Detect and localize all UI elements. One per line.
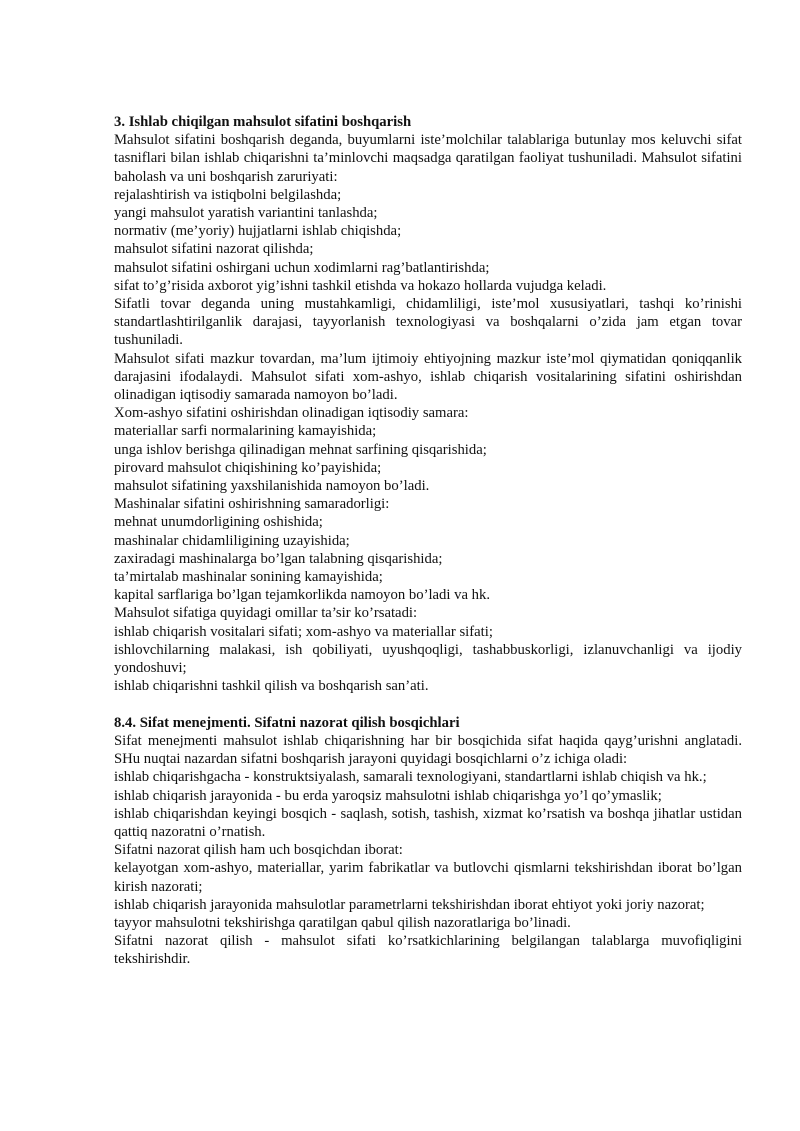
paragraph: ishlab chiqarishni tashkil qilish va boshqarish san’ati. (114, 678, 429, 695)
paragraph: ishlab chiqarish jarayonida mahsulotlar parametrlarni tekshirishdan iborat ehtiyot yoki joriy nazorat; (114, 896, 705, 913)
section-spacer (114, 696, 742, 714)
paragraph: Sifatni nazorat qilish ham uch bosqichdan iborat: (114, 842, 403, 859)
paragraph: mehnat unumdorligining oshishida; (114, 514, 323, 531)
paragraph: unga ishlov berishga qilinadigan mehnat sarfining qisqarishida; (114, 441, 487, 458)
paragraph: Mahsulot sifatini boshqarish deganda, buyumlarni iste’molchilar talablariga butunlay mos keluvchi sifat tasniflari bilan ishlab chiqarishni ta’minlovchi maqsadga qaratilgan faoliyat tushuniladi. Mahsulot sifatini baholash va uni boshqarish zaruriyati: (114, 132, 742, 185)
section-body (114, 732, 742, 969)
paragraph: materiallar sarfi normalarining kamayishida; (114, 423, 377, 440)
section-heading: 8.4. Sifat menejmenti. Sifatni nazorat qilish bosqichlari (114, 714, 460, 731)
paragraph: pirovard mahsulot chiqishining ko’payishida; (114, 459, 382, 476)
paragraph: kelayotgan xom-ashyo, materiallar, yarim fabrikatlar va butlovchi qismlarni tekshirishdan iborat bo’lgan kirish nazorati; (114, 860, 742, 895)
paragraph: Sifat menejmenti mahsulot ishlab chiqarishning har bir bosqichida sifat haqida qayg’urishni anglatadi. SHu nuqtai nazardan sifatni boshqarish jarayoni quyidagi bosqichlarni o’z ichiga oladi: (114, 732, 742, 768)
paragraph: Sifatli tovar deganda uning mustahkamligi, chidamliligi, iste’mol xususiyatlari, tashqi ko’rinishi standartlashtirilganlik darajasi, tayyorlanish texnologiyasi va boshqalarni o’zida jam etgan tovar tushuniladi. (114, 296, 742, 349)
document-page (114, 113, 742, 969)
paragraph: rejalashtirish va istiqbolni belgilashda; (114, 186, 342, 203)
paragraph: Sifatni nazorat qilish - mahsulot sifati ko’rsatkichlarining belgilangan talablarga muvofiqligini tekshirishdir. (114, 933, 742, 968)
paragraph: ta’mirtalab mashinalar sonining kamayishida; (114, 569, 383, 586)
paragraph: yangi mahsulot yaratish variantini tanlashda; (114, 205, 378, 222)
paragraph: kapital sarflariga bo’lgan tejamkorlikda namoyon bo’ladi va hk. (114, 587, 491, 604)
paragraph: tayyor mahsulotni tekshirishga qaratilgan qabul qilish nazoratlariga bo’linadi. (114, 914, 571, 931)
paragraph: mahsulot sifatining yaxshilanishida namoyon bo’ladi. (114, 478, 430, 495)
paragraph: ishlab chiqarishdan keyingi bosqich - saqlash, sotish, tashish, xizmat ko’rsatish va boshqa jihatlar ustidan qattiq nazoratni o’rnatish. (114, 805, 742, 840)
paragraph: Mahsulot sifatiga quyidagi omillar ta’sir ko’rsatadi: (114, 605, 418, 622)
paragraph: mahsulot sifatini oshirgani uchun xodimlarni rag’batlantirishda; (114, 259, 490, 276)
paragraph: mashinalar chidamliligining uzayishida; (114, 532, 350, 549)
paragraph: ishlovchilarning malakasi, ish qobiliyati, uyushqoqligi, tashabbuskorligi, izlanuvchanligi va ijodiy yondoshuvi; (114, 641, 742, 677)
section-body (114, 131, 742, 695)
paragraph: ishlab chiqarish vositalari sifati; xom-ashyo va materiallar sifati; (114, 623, 493, 640)
paragraph: mahsulot sifatini nazorat qilishda; (114, 241, 314, 258)
paragraph: ishlab chiqarishgacha - konstruktsiyalash, samarali texnologiyani, standartlarni ishlab chiqish va hk.; (114, 769, 707, 786)
paragraph: zaxiradagi mashinalarga bo’lgan talabning qisqarishida; (114, 550, 443, 567)
paragraph: sifat to’g’risida axborot yig’ishni tashkil etishda va hokazo hollarda vujudga keladi. (114, 277, 607, 294)
section-heading: 3. Ishlab chiqilgan mahsulot sifatini boshqarish (114, 114, 412, 130)
paragraph: Mahsulot sifati mazkur tovardan, ma’lum ijtimoiy ehtiyojning mazkur iste’mol qiymatidan qoniqqanlik darajasini ifodalaydi. Mahsulot sifati xom-ashyo, ishlab chiqarish vositalarining sifatini oshirishdan olinadigan iqtisodiy samarada namoyon bo’ladi. (114, 350, 742, 404)
paragraph: ishlab chiqarish jarayonida - bu erda yaroqsiz mahsulotni ishlab chiqarishga yo’l qo’ymaslik; (114, 787, 662, 804)
paragraph: Mashinalar sifatini oshirishning samaradorligi: (114, 496, 390, 513)
paragraph: Xom-ashyo sifatini oshirishdan olinadigan iqtisodiy samara: (114, 405, 469, 422)
paragraph: normativ (me’yoriy) hujjatlarni ishlab chiqishda; (114, 223, 402, 240)
